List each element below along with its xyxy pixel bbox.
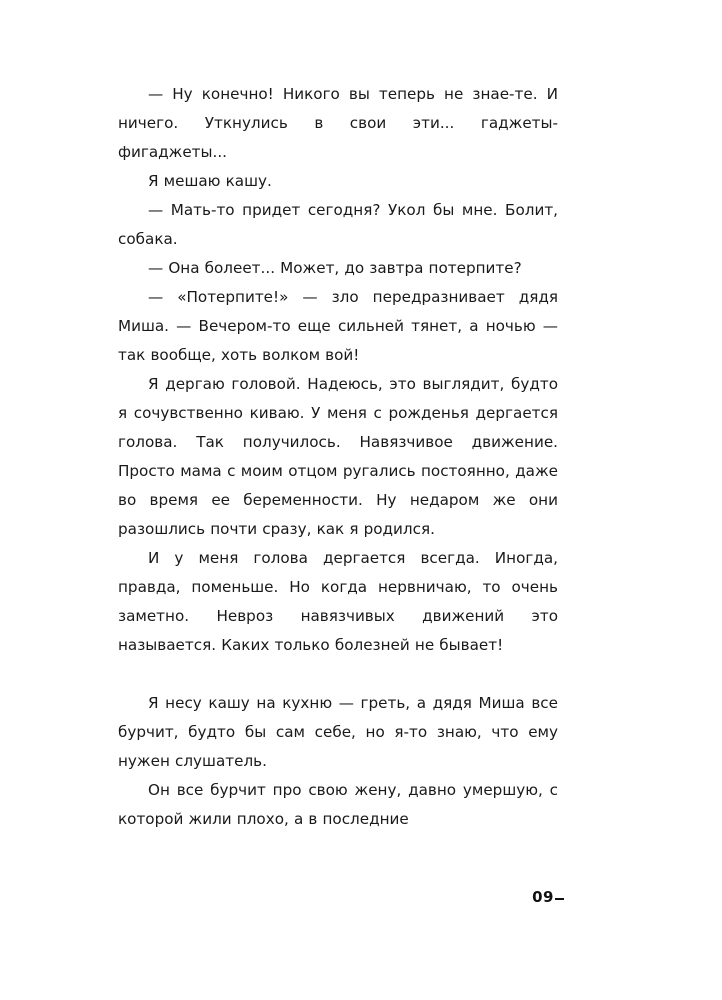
paragraph: — Мать-то придет сегодня? Укол бы мне. Болит, собака. bbox=[118, 201, 558, 248]
paragraph: Я мешаю кашу. bbox=[148, 172, 272, 190]
paragraph: Я дергаю головой. Надеюсь, это выглядит, будто я сочувственно киваю. У меня с рожденья дергается голова. Так получилось. Навязчивое движение. Просто мама с моим отцом ругались постоянно, даже во время ее беременности. Ну недаром же они разошлись почти сразу, как я родился. bbox=[118, 375, 558, 538]
paragraph: — Ну конечно! Никого вы теперь не знае-те. И ничего. Уткнулись в свои эти... гаджеты-фигаджеты... bbox=[118, 85, 558, 161]
paragraph-break bbox=[118, 660, 558, 689]
body-text-column bbox=[118, 80, 558, 834]
paragraph: Я несу кашу на кухню — греть, а дядя Миша все бурчит, будто бы сам себе, но я-то знаю, что ему нужен слушатель. bbox=[118, 694, 558, 770]
paragraph: — «Потерпите!» — зло передразнивает дядя Миша. — Вечером-то еще сильней тянет, а ночью — так вообще, хоть волком вой! bbox=[118, 288, 558, 364]
page-number-rule bbox=[555, 898, 564, 900]
paragraph: И у меня голова дергается всегда. Иногда, правда, поменьше. Но когда нервничаю, то очень заметно. Невроз навязчивых движений это называется. Каких только болезней не бывает! bbox=[118, 549, 558, 654]
paragraph: — Она болеет... Может, до завтра потерпите? bbox=[148, 259, 522, 277]
page-number bbox=[532, 888, 564, 906]
page-number-value: 09 bbox=[532, 888, 554, 906]
paragraph: Он все бурчит про свою жену, давно умершую, с которой жили плохо, а в последние bbox=[118, 781, 558, 828]
